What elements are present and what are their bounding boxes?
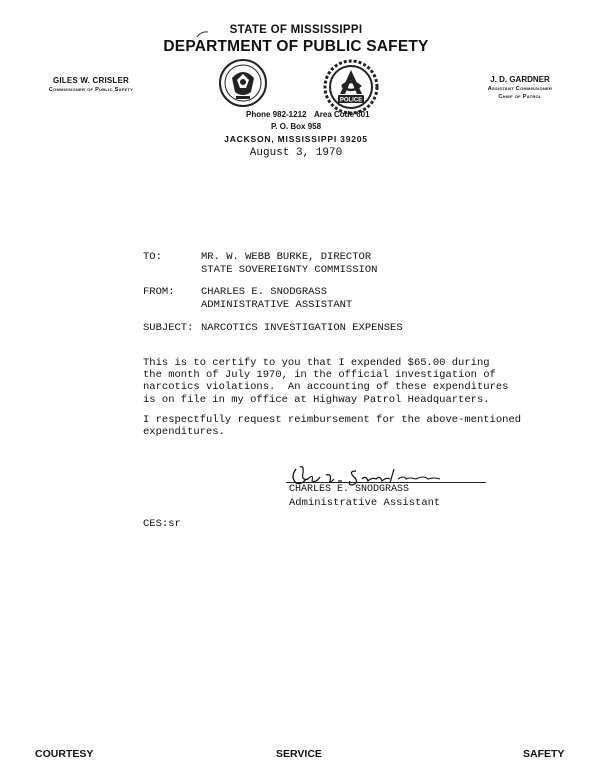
subject-value: NARCOTICS INVESTIGATION EXPENSES [201,322,403,334]
department-title: DEPARTMENT OF PUBLIC SAFETY [163,38,429,55]
to-label: TO: [143,251,162,263]
body-paragraph-1: This is to certify to you that I expended $65.00 during the month of July 1970, in the official investigation of narcotics violations. An accounting of these expenditures is on file in my office at Highway Patrol Headquarters. [143,357,509,406]
state-seal-icon [218,58,268,108]
po-box: P. O. Box 958 [270,122,322,131]
assistant-commissioner-title: Assistant Commissioner [487,86,553,92]
letter-date: August 3, 1970 [249,147,343,159]
recipient-name: MR. W. WEBB BURKE, DIRECTOR [201,251,372,263]
from-label: FROM: [143,286,175,298]
signature-line [286,482,486,483]
body-paragraph-2: I respectfully request reimbursement for the above-mentioned expenditures. [143,414,522,439]
recipient-organization: STATE SOVEREIGNTY COMMISSION [201,264,378,276]
commissioner-name: GILES W. CRISLER [52,76,130,85]
sender-name: CHARLES E. SNODGRASS [201,286,328,298]
signer-title: Administrative Assistant [289,497,441,509]
subject-label: SUBJECT: [143,322,194,334]
area-code: Area Code 601 [314,110,370,119]
signer-name: CHARLES E. SNODGRASS [289,484,410,495]
chief-of-patrol-title: Chief of Patrol [498,94,542,100]
commissioner-title: Commissioner of Public Safety [48,87,134,93]
police-badge-label: POLICE [339,97,363,104]
city-address: JACKSON, MISSISSIPPI 39205 [224,134,368,144]
assistant-commissioner-name: J. D. GARDNER [490,75,550,84]
footer-service: SERVICE [276,748,322,760]
state-title: STATE OF MISSISSIPPI [229,24,363,36]
sender-title: ADMINISTRATIVE ASSISTANT [201,299,353,311]
police-badge-icon [322,58,380,116]
footer-safety: SAFETY [523,748,565,760]
typist-initials: CES:sr [143,518,181,530]
footer-courtesy: COURTESY [35,748,94,760]
phone-number: Phone 982-1212 [246,110,307,119]
